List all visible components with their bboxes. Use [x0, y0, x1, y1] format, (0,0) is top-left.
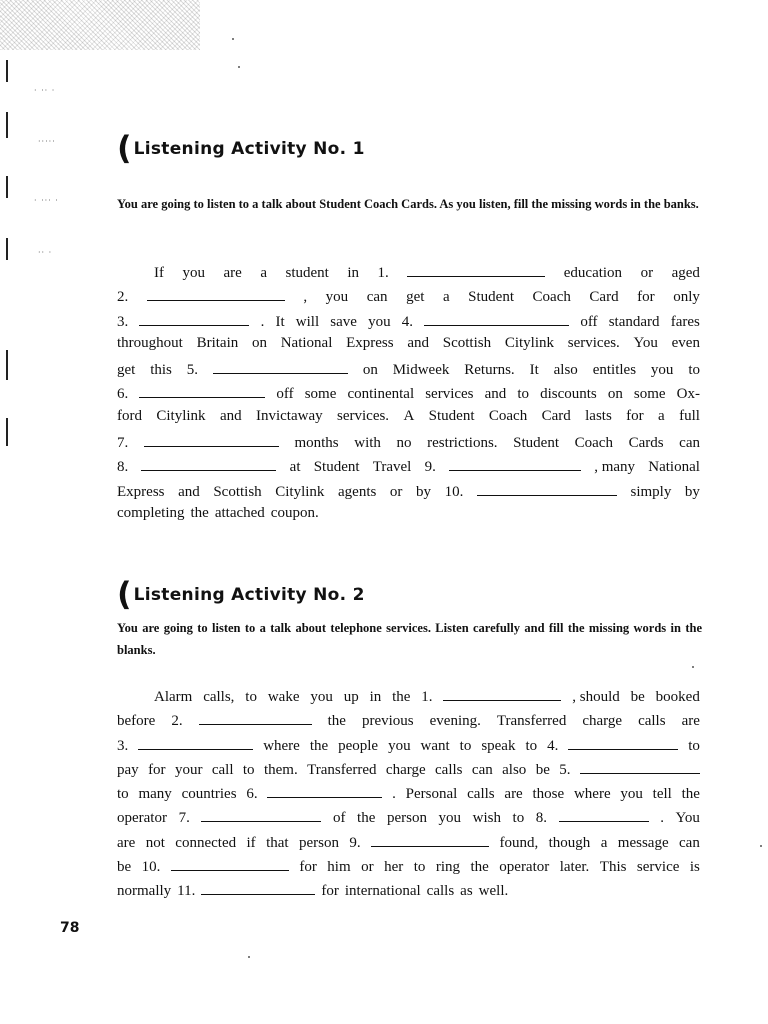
passage-word: 5. [559, 761, 571, 778]
passage-word: Invictaway [255, 407, 323, 424]
passage-word: only [673, 289, 700, 306]
passage-word: can [366, 289, 388, 306]
passage-word: Student [313, 459, 360, 476]
passage-line [117, 408, 700, 432]
passage-word: 6. [246, 786, 258, 803]
passage-word: Citylink [156, 407, 206, 424]
activity-2-passage [117, 686, 700, 905]
passage-line [117, 710, 700, 734]
passage-word: and [219, 407, 242, 424]
passage-word: Travel [372, 459, 412, 476]
scan-speck [238, 66, 240, 68]
passage-word: the [392, 689, 411, 705]
passage-word: standard [608, 313, 660, 330]
passage-word: you [368, 313, 391, 330]
passage-word: some [633, 386, 666, 403]
bracket-icon: ( [117, 575, 132, 613]
passage-line [117, 880, 700, 904]
passage-word: 10. [444, 483, 464, 500]
passage-word: 3. [117, 313, 129, 330]
answer-blank[interactable] [201, 807, 321, 822]
answer-blank[interactable] [144, 432, 279, 447]
passage-line [117, 383, 700, 407]
passage-line [117, 456, 700, 480]
passage-word: You [633, 334, 658, 351]
margin-mark [6, 176, 8, 198]
passage-word: where [573, 786, 611, 803]
scan-speck [692, 666, 694, 668]
passage-word: also [553, 362, 578, 379]
passage-word: by [416, 483, 431, 500]
passage-word: Coach [532, 289, 571, 306]
passage-word: for [148, 761, 166, 778]
passage-word: though [548, 834, 591, 851]
passage-word: for [321, 883, 339, 900]
page-number: 78 [60, 920, 80, 936]
activity-1-heading [117, 129, 365, 167]
passage-word: Coach [488, 407, 528, 424]
passage-word: or [361, 859, 374, 876]
answer-blank[interactable] [139, 383, 265, 398]
passage-word: you [438, 810, 462, 827]
answer-blank[interactable] [580, 759, 700, 774]
passage-word: Alarm [154, 689, 193, 705]
passage-word: many [138, 786, 172, 803]
passage-word: Britain [196, 334, 239, 351]
passage-word: Citylink [504, 334, 555, 351]
passage-word: to [413, 859, 426, 876]
passage-word: services. [567, 334, 620, 351]
passage-line [117, 807, 700, 831]
scan-dots: ····· [38, 137, 56, 146]
activity-2-heading [117, 575, 365, 613]
passage-word: 7. [178, 810, 190, 827]
passage-word: calls [467, 786, 495, 803]
passage-word: Student [468, 289, 514, 306]
passage-word: a [260, 265, 267, 281]
scan-dots: ·· · [38, 248, 53, 257]
passage-word: calls, [203, 689, 235, 705]
passage-word: can [679, 834, 700, 851]
answer-blank[interactable] [424, 311, 569, 326]
passage-word: for [637, 289, 655, 306]
passage-word: calls [435, 761, 463, 778]
passage-word: 5. [186, 362, 199, 379]
passage-word: found, [499, 834, 539, 851]
passage-word: to [117, 786, 129, 803]
answer-blank[interactable] [147, 286, 285, 301]
passage-word: , should [572, 689, 620, 705]
passage-word: Transferred [496, 713, 567, 730]
passage-word: some [304, 386, 337, 403]
passage-word: calls [638, 713, 666, 730]
passage-word: no [396, 435, 412, 452]
answer-blank[interactable] [201, 880, 315, 895]
passage-word: to [242, 761, 255, 778]
passage-word: Coach [574, 435, 613, 452]
passage-word: to [459, 737, 472, 754]
passage-word: for [299, 859, 317, 876]
passage-word: the [357, 810, 376, 827]
passage-word: throughout [117, 334, 183, 351]
passage-word: It [275, 313, 285, 330]
passage-word: to [517, 386, 530, 403]
passage-word: him [327, 859, 351, 876]
passage-word: entitles [592, 362, 637, 379]
passage-word: simply [630, 483, 672, 500]
passage-word: a [658, 407, 665, 424]
scan-noise [0, 0, 200, 50]
passage-word: save [330, 313, 357, 330]
passage-word: This [599, 859, 627, 876]
passage-word: , [303, 289, 308, 306]
passage-line [117, 481, 700, 505]
passage-word: where [263, 737, 300, 754]
bracket-icon: ( [117, 129, 132, 167]
answer-blank[interactable] [477, 481, 617, 496]
passage-word: off [580, 313, 598, 330]
passage-line [117, 783, 700, 807]
passage-word: be [117, 859, 132, 876]
activity-1-instructions: You are going to listen to a talk about Student Coach Cards. As you listen, fill the missing words in the banks. [117, 197, 699, 211]
passage-word: . [660, 810, 664, 827]
passage-word: Midweek [392, 362, 450, 379]
passage-word: charge [582, 713, 623, 730]
passage-word: will [295, 313, 320, 330]
passage-word: previous [361, 713, 414, 730]
passage-word: You [675, 810, 700, 827]
passage-line [117, 432, 700, 456]
passage-word: at [289, 459, 301, 476]
passage-word: restrictions. [427, 435, 498, 452]
passage-word: message [617, 834, 669, 851]
answer-blank[interactable] [199, 710, 312, 725]
passage-line [117, 735, 700, 759]
passage-word: you [325, 289, 349, 306]
passage-word: be [535, 761, 550, 778]
answer-blank[interactable] [568, 735, 678, 750]
passage-word: Personal [405, 786, 458, 803]
passage-word: education [563, 265, 623, 281]
answer-blank[interactable] [449, 456, 581, 471]
passage-word: can [471, 761, 493, 778]
margin-mark [6, 350, 8, 380]
passage-line [117, 856, 700, 880]
passage-word: want [420, 737, 450, 754]
passage-word: Citylink [275, 483, 325, 500]
passage-word: up [343, 689, 359, 705]
passage-word: and [178, 483, 200, 500]
passage-word: 9. [424, 459, 436, 476]
margin-mark [6, 112, 8, 138]
passage-word: 11. [177, 883, 196, 900]
passage-word: tell [652, 786, 672, 803]
passage-word: countries [181, 786, 237, 803]
passage-word: pay [117, 761, 139, 778]
passage-word: National [648, 459, 700, 476]
passage-word: with [354, 435, 381, 452]
passage-word: A [403, 407, 415, 424]
passage-word: a [600, 834, 608, 851]
answer-blank[interactable] [141, 456, 276, 471]
answer-blank[interactable] [407, 262, 545, 277]
passage-word: 1. [421, 689, 433, 705]
passage-word: later. [559, 859, 590, 876]
passage-word: are [117, 834, 136, 851]
passage-word: if [246, 834, 256, 851]
passage-word: those [532, 786, 565, 803]
passage-word: well. [478, 883, 509, 900]
activity-2-instructions: You are going to listen to a talk about telephone services. Listen carefully and fill the missing words in the blanks. [117, 621, 702, 657]
passage-word: speak [481, 737, 516, 754]
passage-word: operator [117, 810, 167, 827]
answer-blank[interactable] [371, 832, 489, 847]
passage-word: in [369, 689, 382, 705]
passage-word: . [260, 313, 265, 330]
passage-word: operator [499, 859, 550, 876]
passage-word: 7. [117, 435, 129, 452]
passage-word: before [117, 713, 156, 730]
passage-word: 1. [377, 265, 389, 281]
passage-word: this [150, 362, 172, 379]
passage-word: on [607, 386, 623, 403]
passage-word: even [671, 334, 700, 351]
passage-word: student [285, 265, 329, 281]
passage-word: Ox- [676, 386, 700, 403]
passage-word: get [117, 362, 136, 379]
passage-word: Card [589, 289, 619, 306]
passage-word: your [174, 761, 203, 778]
passage-word: to [512, 810, 525, 827]
passage-word: If [154, 265, 164, 281]
passage-word: Cards [628, 435, 664, 452]
passage-word: not [145, 834, 165, 851]
passage-word: people [338, 737, 379, 754]
passage-word: them. [263, 761, 298, 778]
passage-word: person [386, 810, 427, 827]
passage-word: ring [435, 859, 461, 876]
answer-blank[interactable] [171, 856, 289, 871]
passage-word: services. [337, 407, 390, 424]
passage-word: are [681, 713, 700, 730]
passage-word: person [299, 834, 339, 851]
passage-word: 8. [117, 459, 129, 476]
passage-word: can [679, 435, 700, 452]
passage-word: off [276, 386, 294, 403]
answer-blank[interactable] [559, 807, 649, 822]
passage-word: the [470, 859, 489, 876]
answer-blank[interactable] [267, 783, 382, 798]
answer-blank[interactable] [139, 311, 249, 326]
passage-word: on [251, 334, 267, 351]
passage-word: international [344, 883, 421, 900]
passage-word: coupon. [270, 504, 319, 521]
passage-word: aged [671, 265, 700, 281]
answer-blank[interactable] [443, 686, 561, 701]
passage-word: you [650, 362, 674, 379]
passage-word: for [626, 407, 644, 424]
passage-word: months [294, 435, 339, 452]
passage-line [117, 505, 700, 529]
passage-word: Transferred [307, 761, 377, 778]
passage-word: are [504, 786, 523, 803]
activity-1-title: Listening Activity No. 1 [133, 139, 365, 159]
passage-word: It [529, 362, 539, 379]
passage-word: . [392, 786, 396, 803]
passage-line [117, 311, 700, 335]
passage-word: by [684, 483, 700, 500]
margin-mark [6, 238, 8, 260]
passage-word: Scottish [442, 334, 492, 351]
passage-line [117, 359, 700, 383]
passage-word: lasts [585, 407, 612, 424]
passage-word: wish [472, 810, 501, 827]
passage-word: calls [426, 883, 455, 900]
passage-word: Scottish [213, 483, 262, 500]
passage-word: 4. [547, 737, 559, 754]
passage-word: or [640, 265, 654, 281]
passage-word: 4. [401, 313, 414, 330]
passage-word: get [406, 289, 425, 306]
passage-word: continental [347, 386, 415, 403]
passage-word: agents [338, 483, 377, 500]
passage-word: Card [541, 407, 571, 424]
passage-line [117, 262, 700, 286]
passage-word: Express [346, 334, 394, 351]
passage-line [117, 759, 700, 783]
margin-mark [6, 60, 8, 82]
activity-2-title: Listening Activity No. 2 [133, 585, 365, 605]
passage-word: the [327, 713, 346, 730]
passage-word: call [211, 761, 234, 778]
passage-word: 9. [349, 834, 361, 851]
passage-word: and [407, 334, 430, 351]
passage-word: her [384, 859, 404, 876]
passage-word: the [681, 786, 700, 803]
scan-speck [232, 38, 234, 40]
passage-word: normally [117, 883, 172, 900]
passage-word: or [389, 483, 403, 500]
passage-word: to [245, 689, 257, 705]
passage-word: a [442, 289, 450, 306]
passage-word: evening. [429, 713, 481, 730]
passage-word: Student [428, 407, 475, 424]
passage-word: wake [267, 689, 300, 705]
passage-word: full [679, 407, 700, 424]
passage-word: , many [594, 459, 636, 476]
passage-word: of [332, 810, 346, 827]
passage-line [117, 832, 700, 856]
passage-word: services [425, 386, 474, 403]
passage-word: Express [117, 483, 165, 500]
passage-word: Returns. [464, 362, 515, 379]
passage-word: be [630, 689, 645, 705]
passage-word: service [636, 859, 680, 876]
passage-word: attached [214, 504, 265, 521]
passage-word: to [525, 737, 538, 754]
passage-word: to [688, 737, 700, 754]
passage-word: that [266, 834, 289, 851]
passage-word: the [309, 737, 329, 754]
passage-line [117, 686, 700, 710]
margin-mark [6, 418, 8, 446]
passage-word: discounts [540, 386, 597, 403]
passage-word: connected [175, 834, 237, 851]
passage-word: and [484, 386, 507, 403]
passage-word: you [182, 265, 205, 281]
activity-1-passage [117, 262, 700, 529]
passage-word: to [688, 362, 700, 379]
scan-dots: · ·· · [34, 86, 56, 95]
answer-blank[interactable] [213, 359, 348, 374]
passage-word: fares [670, 313, 700, 330]
passage-word: 2. [171, 713, 183, 730]
passage-word: you [388, 737, 411, 754]
passage-word: Student [513, 435, 560, 452]
scan-speck [248, 956, 250, 958]
passage-word: 2. [117, 289, 129, 306]
passage-word: you [310, 689, 333, 705]
passage-word: completing [117, 504, 185, 521]
passage-word: is [689, 859, 700, 876]
passage-line [117, 335, 700, 359]
passage-word: also [502, 761, 527, 778]
passage-word: booked [655, 689, 700, 705]
scan-speck [760, 845, 762, 847]
passage-word: 6. [117, 386, 129, 403]
passage-line [117, 286, 700, 310]
passage-word: the [190, 504, 209, 521]
passage-word: ford [117, 407, 142, 424]
passage-word: are [223, 265, 242, 281]
passage-word: 3. [117, 737, 129, 754]
passage-word: in [347, 265, 359, 281]
passage-word: 8. [535, 810, 548, 827]
scan-dots: · ··· · [34, 196, 59, 205]
passage-word: as [460, 883, 473, 900]
passage-word: National [280, 334, 333, 351]
passage-word: you [620, 786, 643, 803]
passage-word: on [362, 362, 378, 379]
answer-blank[interactable] [138, 735, 253, 750]
passage-word: 10. [141, 859, 161, 876]
passage-word: charge [385, 761, 426, 778]
